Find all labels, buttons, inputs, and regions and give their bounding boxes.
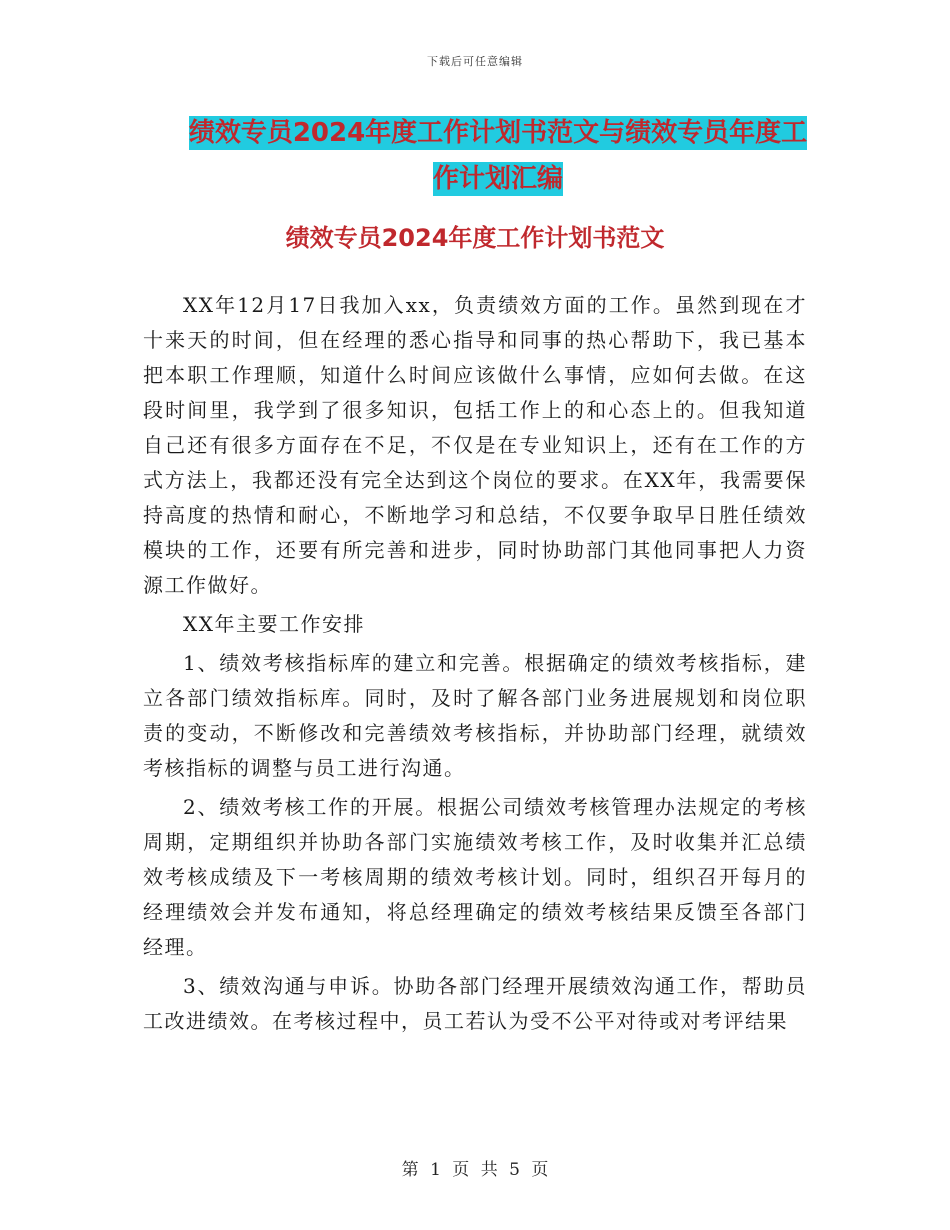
document-title [186, 110, 810, 202]
paragraph-item-3: 3、绩效沟通与申诉。协助各部门经理开展绩效沟通工作，帮助员工改进绩效。在考核过程中，员工若认为受不公平对待或对考评结果 [143, 974, 807, 1033]
header-note: 下载后可任意编辑 [427, 55, 523, 68]
section-title: 绩效专员2024年度工作计划书范文 [285, 224, 665, 252]
document-body [143, 288, 807, 1043]
paragraph-intro: XX年12月17日我加入xx，负责绩效方面的工作。虽然到现在才十来天的时间，但在经理的悉心指导和同事的热心帮助下，我已基本把本职工作理顺，知道什么时间应该做什么事情，应如何去做。在这段时间里，我学到了很多知识，包括工作上的和心态上的。但我知道自己还有很多方面存在不足，不仅是在专业知识上，还有在工作的方式方法上，我都还没有完全达到这个岗位的要求。在XX年，我需要保持高度的热情和耐心，不断地学习和总结，不仅要争取早日胜任绩效模块的工作，还要有所完善和进步，同时协助部门其他同事把人力资源工作做好。 [143, 293, 807, 597]
document-title-line-1: 绩效专员2024年度工作计划书范文与绩效专员年度工 [188, 118, 808, 148]
page-number: 第 1 页 共 5 页 [401, 1160, 549, 1180]
paragraph-item-2: 2、绩效考核工作的开展。根据公司绩效考核管理办法规定的考核周期，定期组织并协助各部门实施绩效考核工作，及时收集并汇总绩效考核成绩及下一考核周期的绩效考核计划。同时，组织召开每月的经理绩效会并发布通知，将总经理确定的绩效考核结果反馈至各部门经理。 [143, 795, 807, 959]
paragraph-heading: XX年主要工作安排 [183, 612, 365, 636]
paragraph-item-1: 1、绩效考核指标库的建立和完善。根据确定的绩效考核指标，建立各部门绩效指标库。同时，及时了解各部门业务进展规划和岗位职责的变动，不断修改和完善绩效考核指标，并协助部门经理，就绩效考核指标的调整与员工进行沟通。 [143, 651, 807, 780]
document-title-line-2: 作计划汇编 [432, 164, 563, 194]
